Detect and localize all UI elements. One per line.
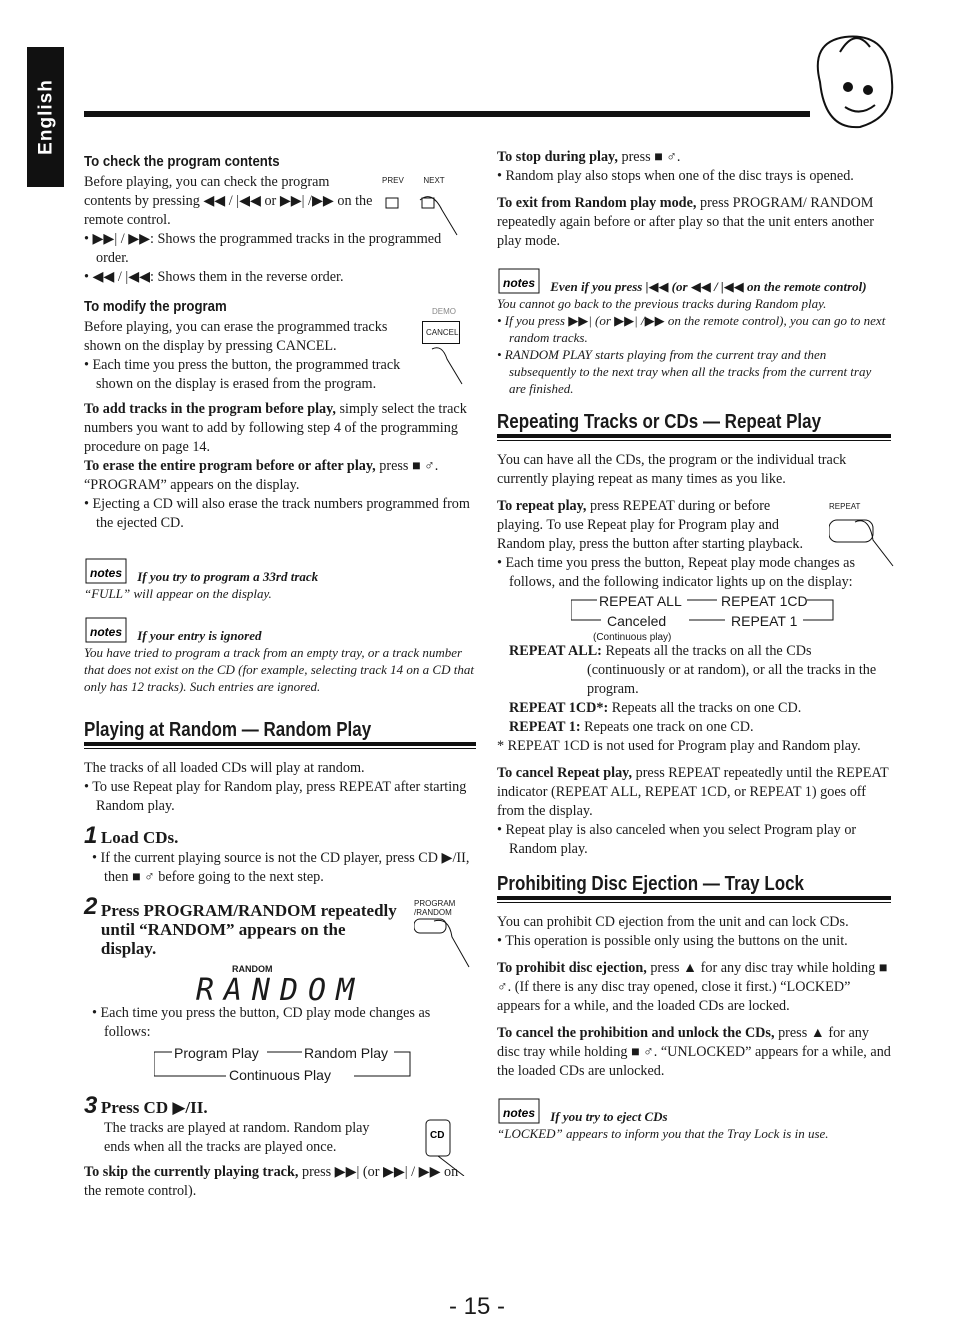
cd-play-button-icon [404, 1096, 474, 1176]
eject-erase-bullet: • Ejecting a CD will also erase the track numbers programmed from the ejected CD. [84, 496, 470, 531]
program-appears-text: “PROGRAM” appears on the display. [84, 477, 300, 493]
repeat-play-heading: Repeating Tracks or CDs — Repeat Play [497, 411, 822, 433]
cancel-repeat-text: To cancel Repeat play, press REPEAT repeatedly until the REPEAT indicator (REPEAT ALL, REPEAT 1CD, or REPEAT 1) goes off from the display. [497, 765, 889, 819]
language-tab [27, 47, 64, 187]
step-2: 2 Press PROGRAM/RANDOM repeatedly until “RANDOM” appears on the display. PROGRAM /RANDOM RANDOM RANDOM • Each time you press the button, CD play mode changes as follows: Program Play Random Play Continuous Play [84, 897, 476, 1086]
header-rule [84, 111, 810, 117]
random-indicator: RANDOM [232, 964, 273, 974]
flow-arrows-icon [571, 592, 841, 632]
prev-label: PREV [382, 176, 404, 185]
cancel-label: CANCEL [422, 321, 460, 344]
unlock-text: To cancel the prohibition and unlock the CDs, press ▲ for any disc tray while holding ■ ♂. “UNLOCKED” appears for a while, and the loaded CDs are unlocked. [497, 1025, 891, 1079]
svg-text:CD: CD [430, 1130, 445, 1141]
skip-track-text: To skip the currently playing track, press ▶▶| (or ▶▶| / ▶▶ on the remote control). [84, 1164, 459, 1199]
left-column [84, 148, 476, 1201]
mascot-illustration-icon [800, 22, 912, 134]
notes-icon [84, 555, 134, 585]
check-program-bullet-forward: • ▶▶| / ▶▶: Shows the programmed tracks in the programmed order. [84, 231, 442, 266]
prohibit-eject-text: To prohibit disc ejection, press ▲ for any disc tray while holding ■ ♂. (If there is any disc tray opened, close it first.) “LOCKED” appears for a while, and the loaded CDs are locked. [497, 960, 888, 1014]
tray-lock-heading: Prohibiting Disc Ejection — Tray Lock [497, 873, 805, 895]
repeat-1cd-def: REPEAT 1CD*: Repeats all the tracks on one CD. [509, 700, 802, 716]
stop-play-text: To stop during play, press ■ ♂. [497, 149, 681, 165]
step-1: 1 Load CDs. • If the current playing source is not the CD player, press CD ▶/II, then ■ ♂ before going to the next step. [84, 822, 470, 885]
notes-icon [497, 1095, 547, 1125]
stop-tray-bullet: • Random play also stops when one of the disc trays is opened. [497, 168, 854, 184]
tray-lock-section: Prohibiting Disc Ejection — Tray Lock You can prohibit CD ejection from the unit and can lock CDs. • This operation is possible only using the buttons on the unit. To prohibit disc ejection, press ▲ for any disc tray while holding ■ ♂. (If there is any disc tray opened, close it first.) “LOCKED” appears for a while, and the loaded CDs are locked. To cancel the prohibition and unlock the CDs, press ▲ for any disc tray while holding ■ ♂. “UNLOCKED” appears for a while, and the loaded CDs are unlocked. [497, 873, 891, 1079]
note-33rd-track: notes If you try to program a 33rd track “FULL” will appear on the display. [84, 555, 476, 602]
modify-program-text: Before playing, you can erase the programmed tracks shown on the display by pressing CANCEL. [84, 319, 388, 354]
random-display: RANDOM [195, 973, 365, 1008]
finger-press-icon [414, 917, 474, 972]
add-tracks-text: To add tracks in the program before play, simply select the track numbers you want to add by following step 4 of the programming procedure on page 14. [84, 401, 467, 455]
repeat-button-illustration: REPEAT [829, 497, 899, 577]
check-program-title: To check the program contents [84, 153, 280, 170]
program-random-button-illustration: PROGRAM /RANDOM [414, 899, 474, 978]
cancel-button-illustration: DEMO CANCEL [422, 301, 472, 395]
language-label: English [35, 79, 56, 155]
finger-press-icon [382, 190, 462, 245]
prev-next-button-illustration [382, 170, 476, 251]
check-program-section [84, 152, 476, 287]
svg-text:notes: notes [503, 1106, 536, 1120]
erase-program-text: To erase the entire program before or after play, press ■ ♂. [84, 458, 439, 474]
check-program-text: Before playing, you can check the program contents by pressing ◀◀ / |◀◀ or ▶▶| /▶▶ on the remote control. [84, 174, 373, 228]
note-entry-ignored: notes If your entry is ignored You have tried to program a track from an empty tray, or a track number that does not exist on the CD (for example, selecting track 14 on a CD that only has 12 tracks). Such entries are ignored. [84, 614, 476, 695]
exit-random-text: To exit from Random play mode, press PROGRAM/ RANDOM repeatedly again before or after play so that the unit enters another play mode. [497, 195, 874, 249]
finger-press-icon [422, 344, 472, 389]
right-column [497, 148, 891, 1142]
random-play-heading: Playing at Random — Random Play [84, 719, 372, 741]
random-intro: The tracks of all loaded CDs will play at random. [84, 760, 365, 776]
svg-text:notes: notes [90, 566, 123, 580]
notes-icon [497, 265, 547, 295]
random-repeat-bullet: • To use Repeat play for Random play, press REPEAT after starting Random play. [84, 779, 467, 814]
repeat-1-def: REPEAT 1: Repeats one track on one CD. [509, 719, 754, 735]
note-eject-locked: notes If you try to eject CDs “LOCKED” appears to inform you that the Tray Lock is in use. [497, 1095, 891, 1142]
finger-press-icon [829, 516, 899, 571]
random-play-section [84, 721, 476, 1201]
note-random-prev: notes Even if you press |◀◀ (or ◀◀ / |◀◀ on the remote control) You cannot go back to the previous tracks during Random play. • If you press ▶▶| (or ▶▶| /▶▶ on the remote control), you can go to next random tracks. • RANDOM PLAY starts playing from the current tray and then subsequently to the next tray when all the tracks from the current tray are finished. [497, 265, 891, 397]
next-label: NEXT [423, 176, 445, 185]
repeat-footnote: * REPEAT 1CD is not used for Program play and Random play. [497, 738, 861, 754]
page-number: - 15 - [448, 1293, 505, 1320]
svg-text:notes: notes [503, 276, 536, 290]
cd-button-illustration [404, 1096, 474, 1182]
flow-arrows-icon [154, 1042, 424, 1086]
repeat-mode-flow: REPEAT ALL REPEAT 1CD Canceled REPEAT 1 (Continuous play) [571, 592, 891, 642]
notes-icon [84, 614, 134, 644]
svg-text:notes: notes [90, 625, 123, 639]
modify-program-title: To modify the program [84, 298, 227, 315]
repeat-all-def: REPEAT ALL: Repeats all the tracks on all the CDs (continuously or at random), or all the tracks in the program. [509, 643, 877, 697]
step-3: 3 Press CD ▶/II. The tracks are played at random. Random play ends when all the tracks are played once. CD [84, 1096, 476, 1157]
repeat-instructions: To repeat play, press REPEAT during or before playing. To use Repeat play for Program play and Random play, press the button after starting playback. REPEAT [497, 497, 891, 554]
check-program-bullet-reverse: • ◀◀ / |◀◀: Shows them in the reverse order. [84, 269, 344, 285]
repeat-play-section: Repeating Tracks or CDs — Repeat Play You can have all the CDs, the program or the individual track currently playing repeat as many times as you like. To repeat play, press REPEAT during or before playing. To use Repeat play for Program play and Random play, press the button after starting playback. REPEAT • Each time you press the button, Repeat play mode changes as follows, and the following indicator lights up on the display: REPEAT ALL REPEAT 1CD Canceled REPEAT 1 (Continuous play) REPEAT ALL: Repeats all the tracks on all the CDs (continuously or at random), or all the tracks in the program. REPEAT 1CD*: Repeats all the tracks on one CD. REPEAT 1: Repeats one track on one CD. * REPEAT 1CD is not used for Program play and Random play. To cancel Repeat play, press REPEAT repeatedly until the REPEAT indicator (REPEAT ALL, REPEAT 1CD, or REPEAT 1) goes off from the display. • Repeat play is also canceled when you select Program play or Random play. [497, 413, 891, 859]
modify-program-section [84, 297, 476, 533]
modify-program-bullet: • Each time you press the button, the programmed track shown on the display is erased from the program. [84, 357, 401, 392]
play-mode-flow: Program Play Random Play Continuous Play [154, 1042, 476, 1086]
